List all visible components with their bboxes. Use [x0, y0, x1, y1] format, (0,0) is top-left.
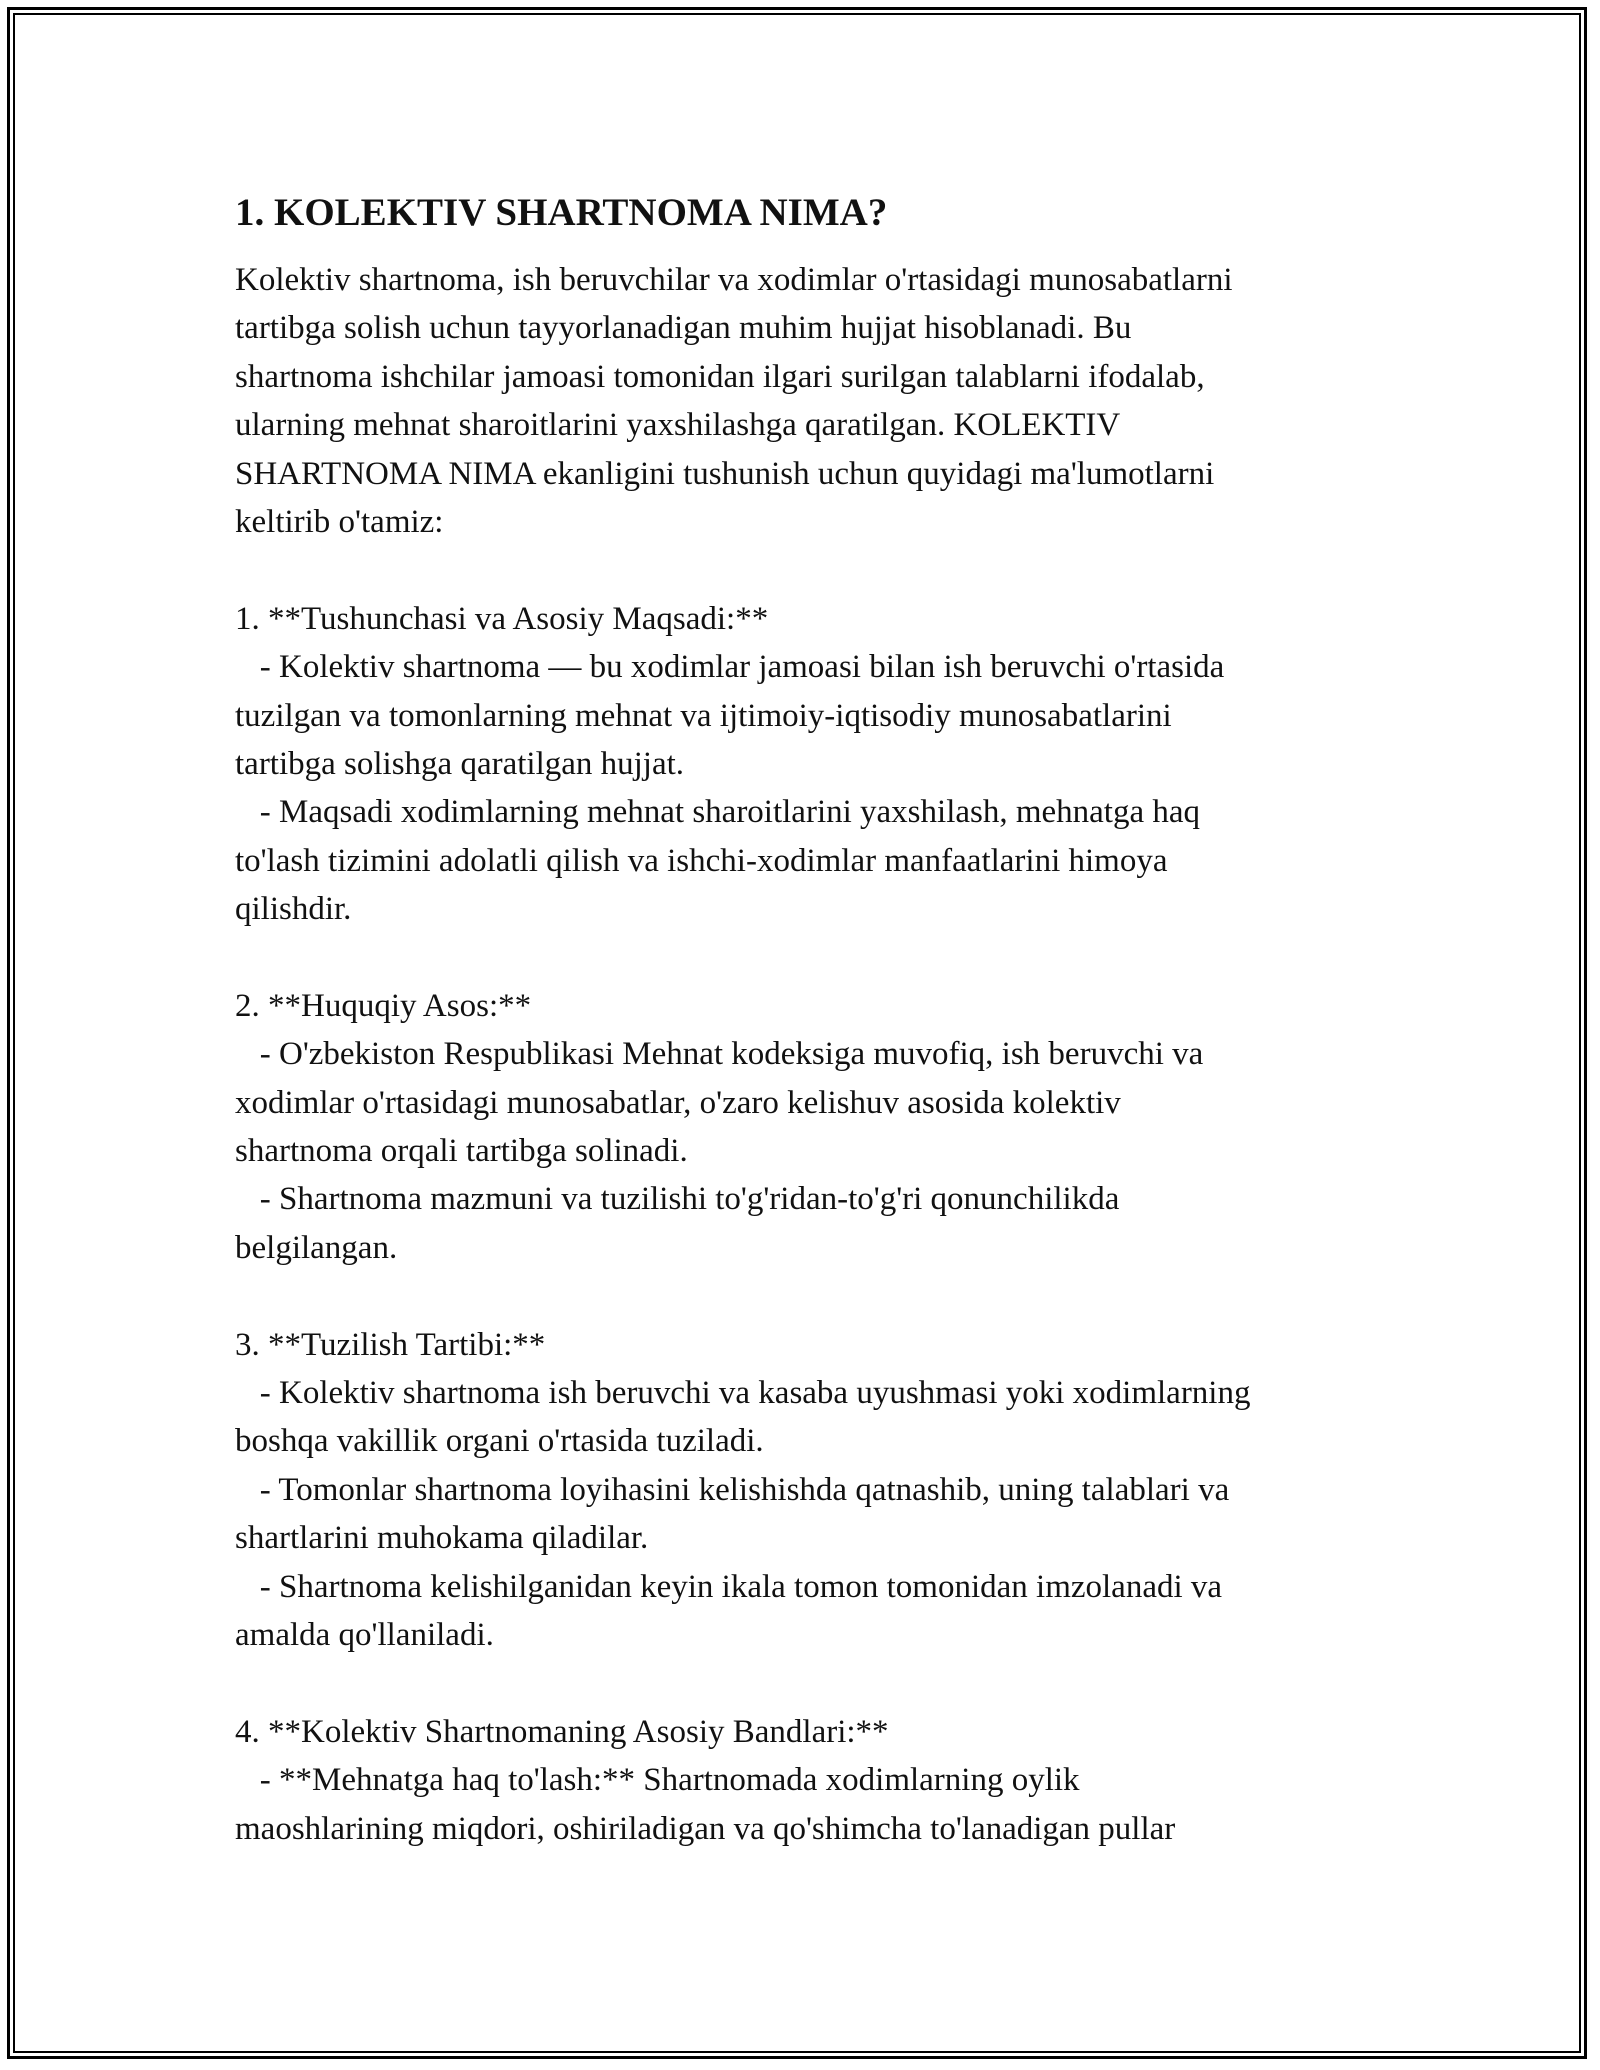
text-line: shartnoma ishchilar jamoasi tomonidan ilgari surilgan talablarni ifodalab, — [235, 358, 1205, 395]
text-line: tartibga solish uchun tayyorlanadigan muhim hujjat hisoblanadi. Bu — [235, 310, 1132, 347]
text-line: 3. **Tuzilish Tartibi:** — [235, 1326, 546, 1363]
text-line: qilishdir. — [235, 891, 352, 928]
text-line: - O'zbekiston Respublikasi Mehnat kodeksiga muvofiq, ish beruvchi va — [235, 1036, 1204, 1073]
text-line: belgilangan. — [235, 1229, 398, 1266]
text-line: maoshlarining miqdori, oshiriladigan va qo'shimcha to'lanadigan pullar — [235, 1810, 1176, 1847]
document-heading: 1. KOLEKTIV SHARTNOMA NIMA? — [235, 191, 888, 234]
text-line: 2. **Huquqiy Asos:** — [235, 987, 532, 1024]
text-line: - Shartnoma kelishilganidan keyin ikala tomon tomonidan imzolanadi va — [235, 1568, 1223, 1605]
text-line: ularning mehnat sharoitlarini yaxshilashga qaratilgan. KOLEKTIV — [235, 407, 1121, 444]
text-line: - **Mehnatga haq to'lash:** Shartnomada xodimlarning oylik — [235, 1762, 1080, 1799]
text-line: amalda qo'llaniladi. — [235, 1616, 494, 1653]
text-line: tartibga solishga qaratilgan hujjat. — [235, 745, 685, 782]
document-body — [235, 188, 1375, 1853]
text-line: boshqa vakillik organi o'rtasida tuziladi. — [235, 1423, 764, 1460]
text-line: tuzilgan va tomonlarning mehnat va ijtimoiy-iqtisodiy munosabatlarini — [235, 697, 1172, 734]
text-line: Kolektiv shartnoma, ish beruvchilar va xodimlar o'rtasidagi munosabatlarni — [235, 262, 1233, 298]
text-line: - Maqsadi xodimlarning mehnat sharoitlarini yaxshilash, mehnatga haq — [235, 794, 1201, 831]
text-line: shartlarini muhokama qiladilar. — [235, 1520, 649, 1557]
blank-line — [235, 546, 1375, 594]
blank-line — [235, 933, 1375, 981]
text-line: SHARTNOMA NIMA ekanligini tushunish uchun quyidagi ma'lumotlarni — [235, 455, 1215, 492]
text-line: 4. **Kolektiv Shartnomaning Asosiy Bandlari:** — [235, 1713, 889, 1750]
text-line: xodimlar o'rtasidagi munosabatlar, o'zaro kelishuv asosida kolektiv — [235, 1084, 1121, 1121]
text-line: keltirib o'tamiz: — [235, 503, 444, 540]
document-text — [235, 256, 1375, 1853]
text-line: - Shartnoma mazmuni va tuzilishi to'g'ridan-to'g'ri qonunchilikda — [235, 1181, 1120, 1218]
blank-line — [235, 1659, 1375, 1707]
text-line: to'lash tizimini adolatli qilish va ishchi-xodimlar manfaatlarini himoya — [235, 842, 1168, 879]
text-line: - Tomonlar shartnoma loyihasini kelishishda qatnashib, uning talablari va — [235, 1471, 1230, 1508]
text-line: 1. **Tushunchasi va Asosiy Maqsadi:** — [235, 600, 769, 637]
text-line: shartnoma orqali tartibga solinadi. — [235, 1133, 688, 1170]
text-line: - Kolektiv shartnoma ish beruvchi va kasaba uyushmasi yoki xodimlarning — [235, 1374, 1251, 1411]
blank-line — [235, 1272, 1375, 1320]
text-line: - Kolektiv shartnoma — bu xodimlar jamoasi bilan ish beruvchi o'rtasida — [235, 649, 1225, 686]
